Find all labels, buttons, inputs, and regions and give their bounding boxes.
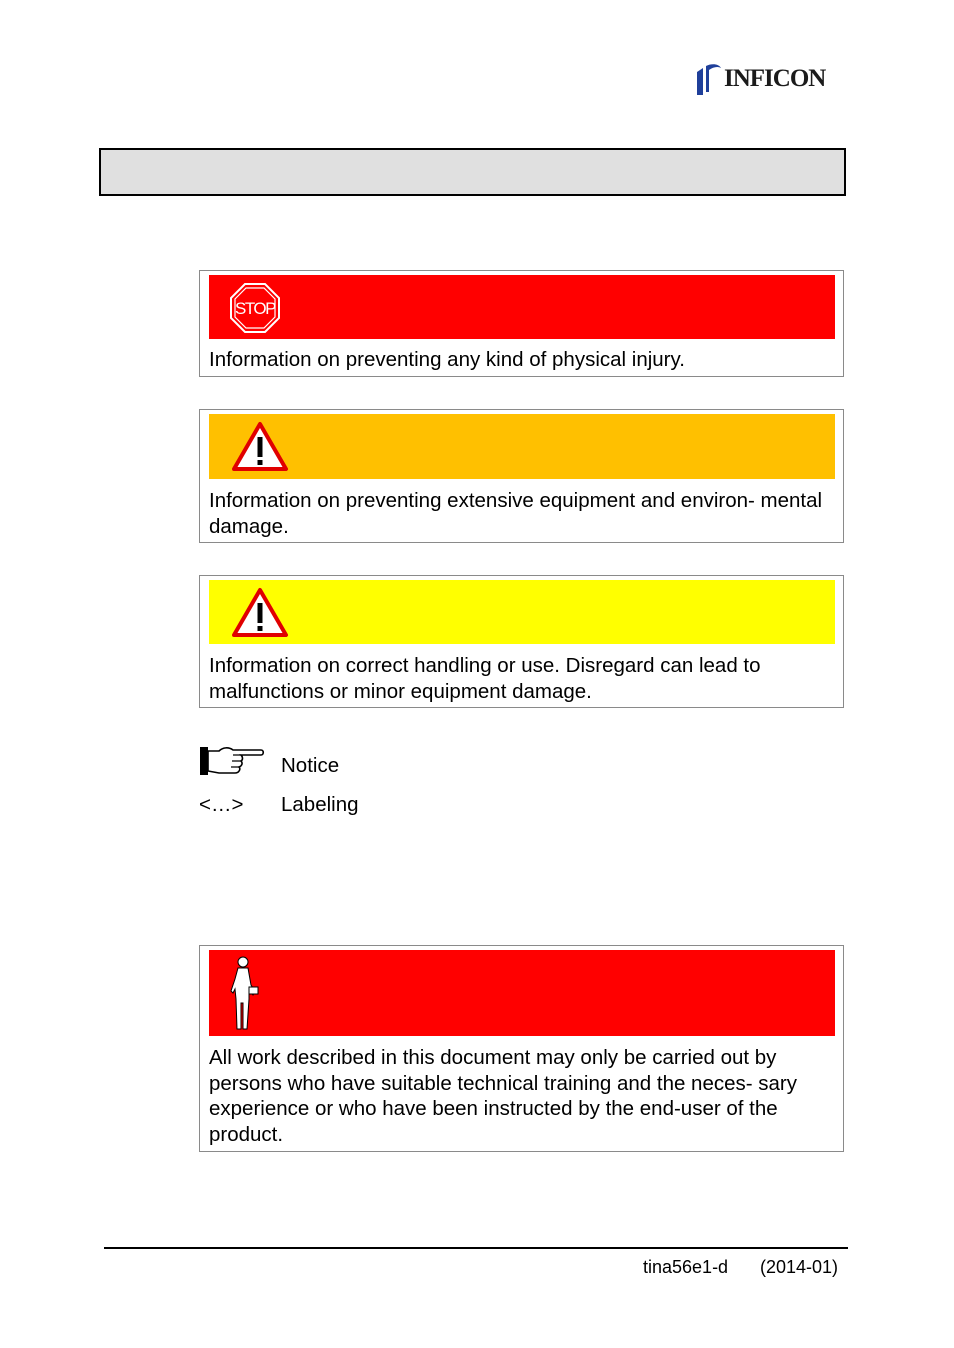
personnel-notice bbox=[199, 945, 844, 1152]
legend-labeling-label: Labeling bbox=[281, 793, 359, 816]
warning-triangle-icon bbox=[231, 421, 289, 473]
legend-labeling-symbol: <…> bbox=[199, 793, 244, 816]
legend-labeling-row bbox=[199, 793, 359, 817]
warning-text: Information on preventing extensive equipment and environ- mental damage. bbox=[209, 489, 823, 538]
section-title-bar bbox=[99, 148, 846, 196]
skilled-person-icon bbox=[229, 955, 263, 1031]
legend-notice-label: Notice bbox=[281, 754, 340, 777]
warning-triangle-icon bbox=[231, 587, 289, 639]
danger-header bbox=[209, 275, 835, 339]
warning-notice bbox=[199, 409, 844, 543]
personnel-header bbox=[209, 950, 835, 1036]
pointing-hand-icon bbox=[199, 745, 265, 777]
caution-header bbox=[209, 580, 835, 644]
footer-doc-id: tina56e1-d bbox=[643, 1257, 729, 1277]
footer-rule bbox=[104, 1247, 848, 1249]
inficon-logo bbox=[694, 62, 846, 96]
caution-text: Information on correct handling or use. Disregard can lead to malfunctions or minor equipment damage. bbox=[209, 654, 761, 703]
stop-sign-icon bbox=[229, 282, 281, 334]
logo-wordmark: INFICON bbox=[724, 65, 826, 92]
danger-text: Information on preventing any kind of physical injury. bbox=[209, 348, 685, 371]
inficon-logo-mark-icon bbox=[694, 62, 724, 96]
svg-text:STOP: STOP bbox=[235, 299, 275, 318]
footer-date: (2014-01) bbox=[760, 1257, 839, 1277]
personnel-text: All work described in this document may only be carried out by persons who have suitable technical training and the neces- sary experience or who have been instructed by the end-user of the product. bbox=[209, 1046, 798, 1146]
warning-header bbox=[209, 414, 835, 479]
caution-notice bbox=[199, 575, 844, 708]
danger-notice bbox=[199, 270, 844, 377]
